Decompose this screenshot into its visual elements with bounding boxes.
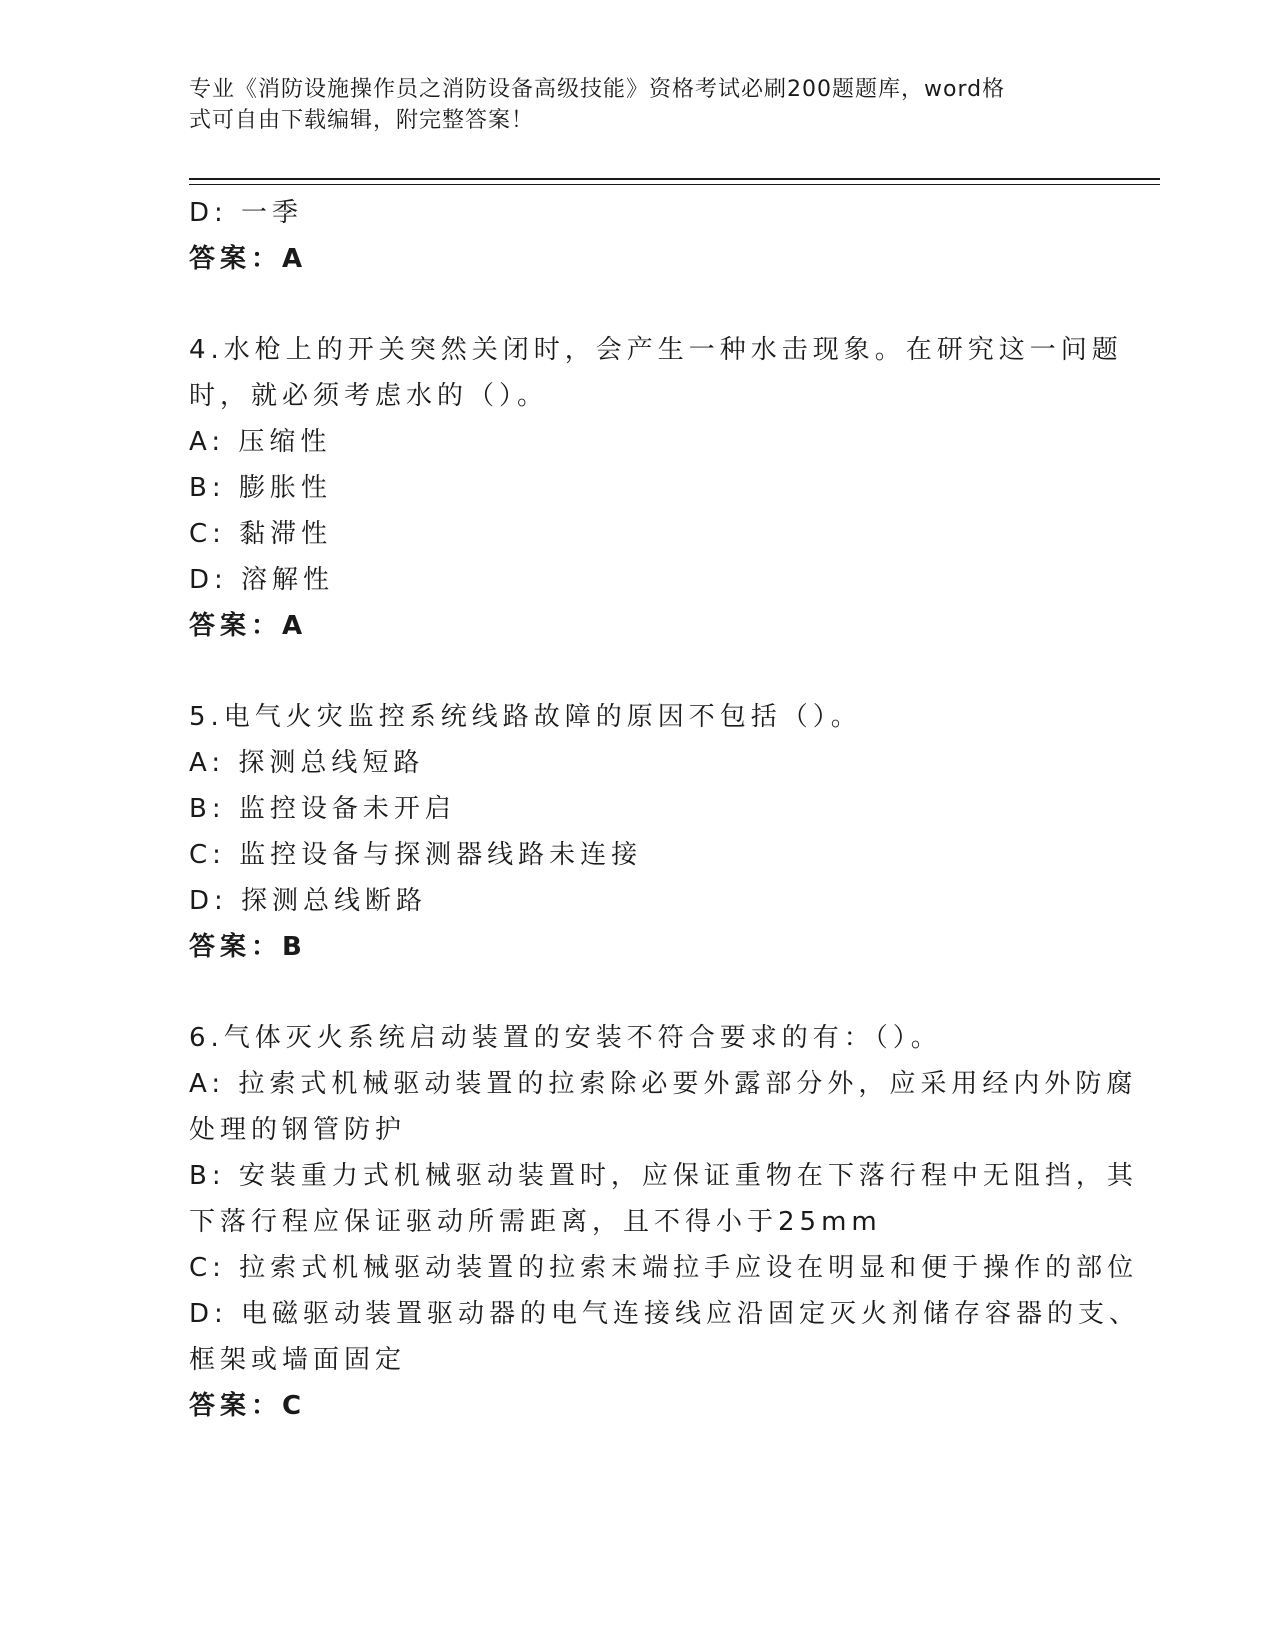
header-divider-thin bbox=[189, 184, 1160, 185]
header-divider-thick bbox=[189, 178, 1160, 180]
question-stem: 时，就必须考虑水的（）。 bbox=[189, 381, 549, 411]
question-stem: 4.水枪上的开关突然关闭时，会产生一种水击现象。在研究这一问题 bbox=[189, 335, 1123, 365]
option-c: C: 拉索式机械驱动装置的拉索末端拉手应设在明显和便于操作的部位 bbox=[189, 1253, 1139, 1283]
option-a: A: 拉索式机械驱动装置的拉索除必要外露部分外，应采用经内外防腐 bbox=[189, 1069, 1138, 1099]
question-3-tail bbox=[189, 190, 1089, 282]
question-stem: 6.气体灭火系统启动装置的安装不符合要求的有：（）。 bbox=[189, 1023, 942, 1053]
option-a: A: 探测总线短路 bbox=[189, 748, 425, 778]
page-header bbox=[189, 74, 1089, 136]
answer: 答案：B bbox=[189, 932, 307, 962]
option-c: C: 黏滞性 bbox=[189, 519, 333, 549]
option-d: D: 一季 bbox=[189, 198, 304, 228]
spacer bbox=[189, 649, 1089, 694]
answer: 答案：A bbox=[189, 611, 308, 641]
spacer bbox=[189, 282, 1089, 327]
option-d: D: 溶解性 bbox=[189, 565, 335, 595]
header-line-2: 式可自由下载编辑，附完整答案！ bbox=[189, 108, 535, 133]
question-stem: 5.电气火灾监控系统线路故障的原因不包括（）。 bbox=[189, 702, 862, 732]
question-4 bbox=[189, 327, 1123, 649]
option-b: B: 安装重力式机械驱动装置时，应保证重物在下落行程中无阻挡，其 bbox=[189, 1161, 1138, 1191]
option-d-continued: 框架或墙面固定 bbox=[189, 1345, 407, 1375]
header-line-1: 专业《消防设施操作员之消防设备高级技能》资格考试必刷200题题库，word格 bbox=[189, 77, 1006, 102]
question-5 bbox=[189, 694, 1089, 970]
option-b: B: 监控设备未开启 bbox=[189, 794, 456, 824]
option-d: D: 探测总线断路 bbox=[189, 886, 428, 916]
question-content bbox=[189, 190, 1141, 1429]
option-b: B: 膨胀性 bbox=[189, 473, 332, 503]
option-a: A: 压缩性 bbox=[189, 427, 332, 457]
answer: 答案：C bbox=[189, 1391, 307, 1421]
spacer bbox=[189, 970, 1089, 1015]
answer: 答案：A bbox=[189, 244, 308, 274]
question-6 bbox=[189, 1015, 1141, 1429]
option-d: D: 电磁驱动装置驱动器的电气连接线应沿固定灭火剂储存容器的支、 bbox=[189, 1299, 1141, 1329]
option-c: C: 监控设备与探测器线路未连接 bbox=[189, 840, 643, 870]
option-a-continued: 处理的钢管防护 bbox=[189, 1115, 407, 1145]
option-b-continued: 下落行程应保证驱动所需距离，且不得小于25mm bbox=[189, 1207, 882, 1237]
